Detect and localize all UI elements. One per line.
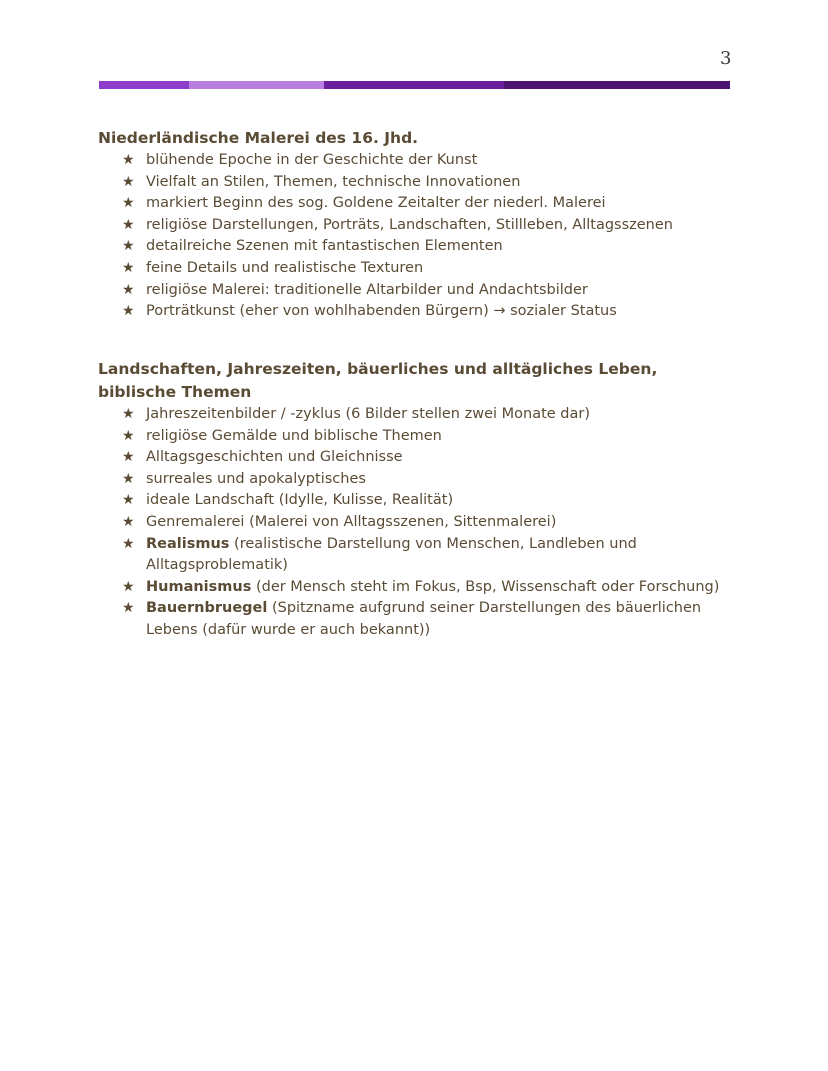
star-bullet-icon: ★ bbox=[122, 470, 135, 487]
star-bullet-icon: ★ bbox=[122, 216, 135, 233]
item-text: Alltagsgeschichten und Gleichnisse bbox=[146, 449, 403, 466]
star-bullet-icon: ★ bbox=[122, 535, 135, 552]
section-heading: Landschaften, Jahreszeiten, bäuerliches und alltägliches Leben, biblische Themen bbox=[98, 360, 658, 401]
bullet-list bbox=[98, 150, 738, 323]
bullet-list bbox=[98, 404, 738, 642]
star-bullet-icon: ★ bbox=[122, 427, 135, 444]
page-number: 3 bbox=[720, 48, 732, 69]
item-text: (Spitzname aufgrund seiner Darstellungen des bäuerlichen Lebens (dafür wurde er auch bekannt)) bbox=[146, 600, 702, 638]
section-heading: Niederländische Malerei des 16. Jhd. bbox=[98, 129, 419, 147]
list-item bbox=[98, 258, 738, 280]
color-bar-segment bbox=[504, 81, 730, 89]
star-bullet-icon: ★ bbox=[122, 259, 135, 276]
item-text: detailreiche Szenen mit fantastischen Elementen bbox=[146, 238, 503, 255]
list-item bbox=[98, 215, 738, 237]
star-bullet-icon: ★ bbox=[122, 406, 135, 422]
item-text: feine Details und realistische Texturen bbox=[146, 259, 424, 276]
header-color-bar bbox=[99, 81, 730, 89]
list-item bbox=[98, 236, 738, 258]
star-bullet-icon: ★ bbox=[122, 303, 135, 320]
list-item bbox=[98, 150, 738, 172]
item-text: (der Mensch steht im Fokus, Bsp, Wissenschaft oder Forschung) bbox=[251, 578, 720, 595]
list-item bbox=[98, 426, 738, 448]
item-text: blühende Epoche in der Geschichte der Kunst bbox=[146, 152, 478, 168]
item-text: religiöse Darstellungen, Porträts, Landschaften, Stillleben, Alltagsszenen bbox=[146, 216, 673, 233]
list-item bbox=[98, 301, 738, 323]
list-item bbox=[98, 193, 738, 215]
star-bullet-icon: ★ bbox=[122, 152, 135, 168]
item-text: surreales und apokalyptisches bbox=[146, 470, 366, 487]
list-item bbox=[98, 534, 738, 577]
color-bar-segment bbox=[189, 81, 324, 89]
item-text: Jahreszeitenbilder / -zyklus (6 Bilder stellen zwei Monate dar) bbox=[146, 406, 591, 422]
item-bold-term: Bauernbruegel bbox=[146, 600, 268, 617]
item-text: religiöse Malerei: traditionelle Altarbilder und Andachtsbilder bbox=[146, 281, 588, 298]
item-bold-term: Realismus bbox=[146, 535, 230, 552]
star-bullet-icon: ★ bbox=[122, 513, 135, 530]
list-item bbox=[98, 598, 738, 641]
star-bullet-icon: ★ bbox=[122, 238, 135, 255]
color-bar-segment bbox=[99, 81, 189, 89]
list-item bbox=[98, 490, 738, 512]
list-item bbox=[98, 577, 738, 599]
star-bullet-icon: ★ bbox=[122, 173, 135, 190]
list-item bbox=[98, 512, 738, 534]
item-text: Vielfalt an Stilen, Themen, technische Innovationen bbox=[146, 173, 521, 190]
item-text: (realistische Darstellung von Menschen, Landleben und Alltagsproblematik) bbox=[146, 535, 637, 574]
list-item bbox=[98, 404, 738, 426]
star-bullet-icon: ★ bbox=[122, 449, 135, 466]
item-bold-term: Humanismus bbox=[146, 578, 252, 595]
star-bullet-icon: ★ bbox=[122, 492, 135, 509]
section-landschaften-jahreszeiten bbox=[98, 358, 738, 642]
list-item bbox=[98, 172, 738, 194]
item-text: ideale Landschaft (Idylle, Kulisse, Realität) bbox=[146, 492, 454, 509]
star-bullet-icon: ★ bbox=[122, 195, 135, 212]
item-text: religiöse Gemälde und biblische Themen bbox=[146, 427, 442, 444]
list-item bbox=[98, 469, 738, 491]
list-item bbox=[98, 447, 738, 469]
color-bar-segment bbox=[324, 81, 504, 89]
star-bullet-icon: ★ bbox=[122, 600, 135, 617]
star-bullet-icon: ★ bbox=[122, 281, 135, 298]
star-bullet-icon: ★ bbox=[122, 578, 135, 595]
list-item bbox=[98, 280, 738, 302]
item-text: Genremalerei (Malerei von Alltagsszenen, Sittenmalerei) bbox=[146, 513, 557, 530]
item-text: Porträtkunst (eher von wohlhabenden Bürgern) → sozialer Status bbox=[146, 303, 617, 320]
item-text: markiert Beginn des sog. Goldene Zeitalter der niederl. Malerei bbox=[146, 195, 606, 212]
section-niederlaendische-malerei bbox=[98, 127, 738, 323]
